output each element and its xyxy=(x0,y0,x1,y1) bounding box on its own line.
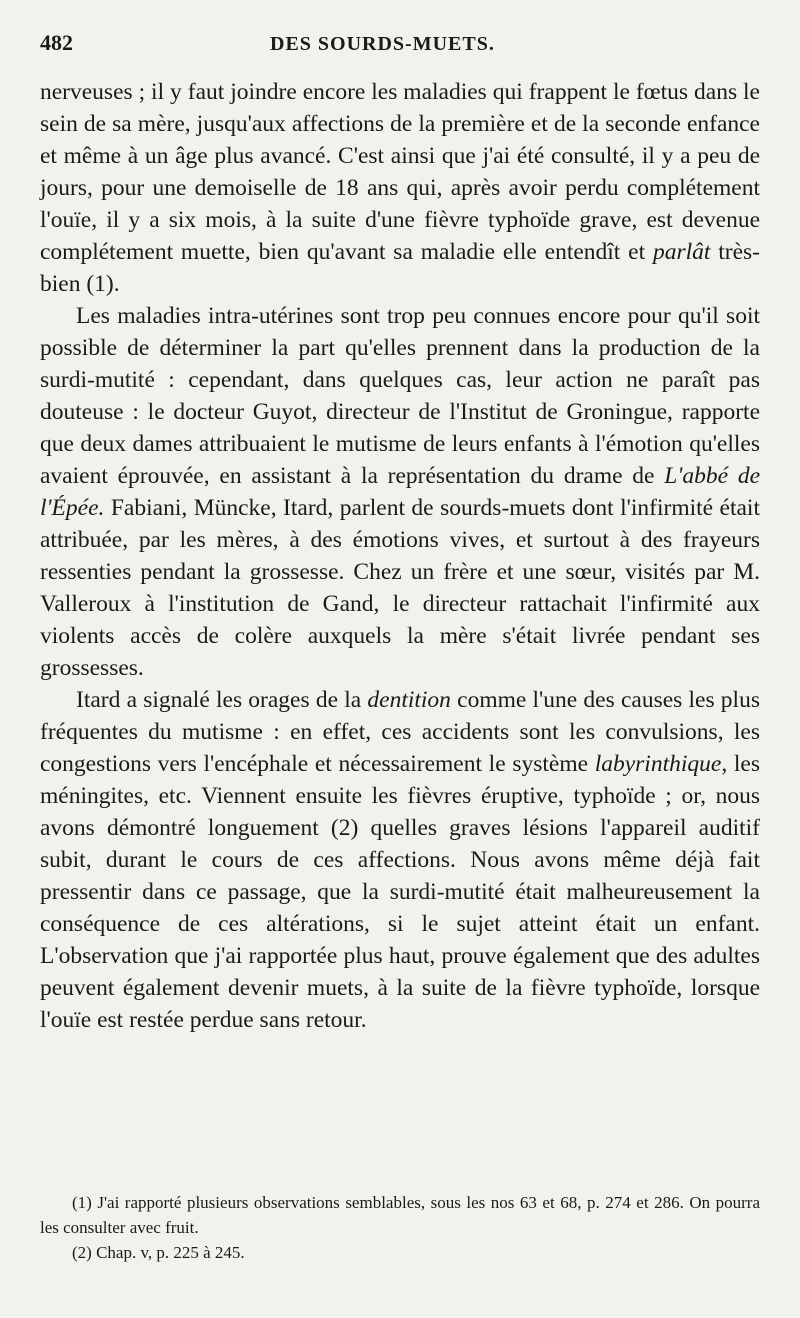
paragraph-1-text-a: nerveuses ; il y faut joindre encore les maladies qui frappent le fœtus dans le sein de sa mère, jusqu'aux affections de la première et de la seconde enfance et même à un âge plus avancé. C'est ainsi que j'ai été consulté, il y a peu de jours, pour une demoiselle de 18 ans qui, après avoir perdu complétement l'ouïe, il y a six mois, à la suite d'une fièvre typhoïde grave, est devenue complétement muette, bien qu'avant sa maladie elle entendît et xyxy=(40,79,760,265)
body-text xyxy=(40,76,760,1036)
paragraph-3-text-b: comme l'une des causes les plus fréquentes du mutisme : en effet, ces accidents sont les convulsions, les congestions vers l'encéphale et nécessairement le système xyxy=(40,687,760,777)
paragraph-2 xyxy=(40,300,760,684)
paragraph-2-text-b: Fabiani, Müncke, Itard, parlent de sourds-muets dont l'infirmité était attribuée, par les mères, à des émotions vives, et surtout à des frayeurs ressenties pendant la grossesse. Chez un frère et une sœur, visités par M. Valleroux à l'institution de Gand, le directeur rattachait l'infirmité aux violents accès de colère auxquels la mère s'était livrée pendant ses grossesses. xyxy=(40,495,760,681)
footnotes xyxy=(40,1190,760,1265)
running-head: DES SOURDS-MUETS. xyxy=(270,33,495,55)
footnote-1: (1) J'ai rapporté plusieurs observations semblables, sous les nos 63 et 68, p. 274 et 286. On pourra les consulter avec fruit. xyxy=(40,1193,760,1237)
footnote-2: (2) Chap. v, p. 225 à 245. xyxy=(72,1243,245,1262)
page-number: 482 xyxy=(40,30,73,55)
paragraph-2-italic: L'abbé de l'Épée. xyxy=(40,463,760,521)
paragraph-1-italic: parlât xyxy=(652,239,711,265)
paragraph-1-text-b: très-bien (1). xyxy=(40,239,760,297)
paragraph-3-text-c: , les méningites, etc. Viennent ensuite les fièvres éruptive, typhoïde ; or, nous avons démontré longuement (2) quelles graves lésions l'appareil auditif subit, durant le cours de ces affections. Nous avons même déjà fait pressentir dans ce passage, que la surdi-mutité était malheureusement la conséquence de ces altérations, si le sujet atteint était un enfant. L'observation que j'ai rapportée plus haut, prouve également que des adultes peuvent également devenir muets, à la suite de la fièvre typhoïde, lorsque l'ouïe est restée perdue sans retour. xyxy=(40,751,760,1033)
page-header xyxy=(40,30,760,70)
paragraph-3 xyxy=(40,684,760,1036)
paragraph-3-italic-1: dentition xyxy=(367,687,451,713)
paragraph-2-text-a: Les maladies intra-utérines sont trop peu connues encore pour qu'il soit possible de déterminer la part qu'elles prennent dans la production de la surdi-mutité : cependant, dans quelques cas, leur action ne paraît pas douteuse : le docteur Guyot, directeur de l'Institut de Groningue, rapporte que deux dames attribuaient le mutisme de leurs enfants à l'émotion qu'elles avaient éprouvée, en assistant à la représentation du drame de xyxy=(40,303,760,489)
paragraph-3-italic-2: labyrinthique xyxy=(594,751,722,777)
paragraph-3-text-a: Itard a signalé les orages de la xyxy=(76,687,368,713)
paragraph-1 xyxy=(40,76,760,300)
